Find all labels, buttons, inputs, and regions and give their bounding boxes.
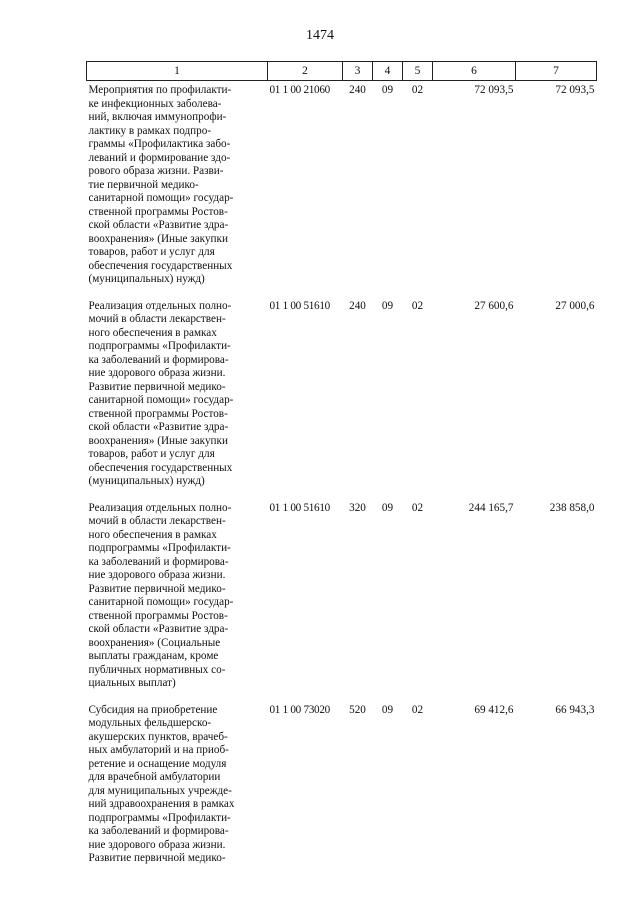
description-line: обеспечения государственных	[88, 259, 233, 272]
description-line: товаров, работ и услуг для	[88, 246, 215, 258]
description-line: подпрограммы «Профилакти-	[88, 340, 231, 352]
description-line: ний здравоохранения в рамках	[88, 798, 235, 810]
row-amount-plan: 69 412,6	[474, 703, 514, 716]
description-line: воохранения» (Иные закупки	[88, 232, 228, 245]
description-line: ние здорового образа жизни.	[88, 569, 226, 581]
row-description	[87, 297, 268, 499]
description-line: ственной программы Ростов-	[88, 205, 228, 218]
row-code: 01 1 00 51610	[269, 501, 330, 514]
row-amount-fact: 238 858,0	[549, 501, 595, 514]
description-line: (муниципальных) нужд)	[88, 273, 205, 285]
row-expense-type: 240	[349, 299, 366, 312]
description-line: Реализация отдельных полно-	[88, 299, 232, 312]
header-col-3: 3	[343, 62, 373, 81]
row-subsection: 02	[411, 84, 424, 96]
description-line: ке инфекционных заболева-	[88, 97, 222, 110]
description-line: ние здорового образа жизни.	[88, 838, 226, 851]
row-description	[87, 81, 268, 297]
description-line: воохранения» (Иные закупки	[88, 434, 228, 447]
table-row	[87, 701, 597, 876]
description-line: ного обеспечения в рамках	[88, 326, 217, 339]
description-line: ской области «Развитие здра-	[88, 623, 229, 635]
row-amount-plan: 72 093,5	[474, 84, 514, 96]
description-line: Субсидия на приобретение	[88, 703, 218, 716]
row-section: 09	[381, 84, 394, 96]
description-line: рового образа жизни. Разви-	[88, 165, 224, 177]
description-line: ретение и оснащение модуля	[88, 757, 227, 770]
row-subsection: 02	[411, 299, 424, 312]
description-line: ного обеспечения в рамках	[88, 528, 217, 541]
row-section: 09	[381, 501, 394, 514]
header-col-4: 4	[373, 62, 403, 81]
description-line: ний, включая иммунопрофи-	[88, 111, 227, 123]
description-line: ка заболеваний и формирова-	[88, 555, 229, 568]
description-line: тие первичной медико-	[88, 178, 199, 191]
row-amount-fact: 66 943,3	[555, 703, 595, 716]
row-code: 01 1 00 73020	[269, 703, 330, 716]
row-expense-type: 240	[349, 84, 366, 96]
row-code: 01 1 00 21060	[269, 84, 330, 96]
row-section: 09	[381, 299, 394, 312]
description-line: Развитие первичной медико-	[88, 582, 226, 595]
header-col-1: 1	[87, 62, 268, 81]
description-line: выплаты гражданам, кроме	[88, 650, 219, 662]
row-subsection: 02	[411, 703, 424, 716]
header-col-2: 2	[268, 62, 343, 81]
row-subsection: 02	[411, 501, 424, 514]
row-description	[87, 701, 268, 876]
table-row	[87, 297, 597, 499]
description-line: ка заболеваний и формирова-	[88, 825, 229, 837]
row-section: 09	[381, 703, 394, 716]
header-col-6: 6	[433, 62, 516, 81]
row-expense-type: 320	[349, 501, 366, 514]
description-line: санитарной помощи» государ-	[88, 394, 234, 406]
description-line: ственной программы Ростов-	[88, 407, 228, 420]
description-line: мочий в области лекарствен-	[88, 313, 226, 325]
table-row	[87, 81, 597, 297]
description-line: ской области «Развитие здра-	[88, 421, 229, 433]
description-line: ние здорового образа жизни.	[88, 367, 226, 379]
description-line: воохранения» (Социальные	[88, 636, 221, 649]
description-line: Реализация отдельных полно-	[88, 501, 232, 514]
row-amount-fact: 72 093,5	[555, 84, 595, 96]
description-line: Развитие первичной медико-	[88, 380, 226, 393]
description-line: обеспечения государственных	[88, 461, 233, 474]
description-line: ка заболеваний и формирова-	[88, 353, 229, 366]
description-line: граммы «Профилактика забо-	[88, 138, 231, 150]
description-line: ской области «Развитие здра-	[88, 219, 229, 231]
table-row	[87, 499, 597, 701]
description-line: подпрограммы «Профилакти-	[88, 542, 231, 554]
row-code: 01 1 00 51610	[269, 299, 330, 312]
description-line: ных амбулаторий и на приоб-	[88, 744, 229, 756]
header-col-5: 5	[403, 62, 433, 81]
description-line: санитарной помощи» государ-	[88, 192, 234, 204]
page-number: 1474	[306, 28, 334, 43]
description-line: модульных фельдшерско-	[88, 717, 212, 729]
description-line: ственной программы Ростов-	[88, 609, 228, 622]
description-line: лактику в рамках подпро-	[88, 124, 212, 137]
description-line: санитарной помощи» государ-	[88, 596, 234, 608]
description-line: мочий в области лекарствен-	[88, 515, 226, 527]
description-line: товаров, работ и услуг для	[88, 448, 215, 460]
row-amount-plan: 27 600,6	[474, 299, 514, 312]
description-line: подпрограммы «Профилакти-	[88, 811, 231, 824]
description-line: циальных выплат)	[88, 677, 176, 689]
description-line: Развитие первичной медико-	[88, 852, 226, 864]
budget-table	[86, 61, 597, 876]
header-col-7: 7	[516, 62, 597, 81]
description-line: Мероприятия по профилакти-	[88, 84, 232, 96]
description-line: для муниципальных учрежде-	[88, 784, 232, 797]
row-expense-type: 520	[349, 703, 366, 716]
description-line: леваний и формирование здо-	[88, 151, 231, 164]
row-amount-plan: 244 165,7	[468, 501, 514, 514]
header-row	[87, 62, 597, 81]
table-body	[87, 81, 597, 876]
description-line: публичных нормативных со-	[88, 663, 226, 676]
description-line: для врачебной амбулатории	[88, 771, 221, 783]
description-line: акушерских пунктов, врачеб-	[88, 730, 228, 743]
row-amount-fact: 27 000,6	[555, 299, 595, 312]
row-description	[87, 499, 268, 701]
description-line: (муниципальных) нужд)	[88, 475, 205, 487]
